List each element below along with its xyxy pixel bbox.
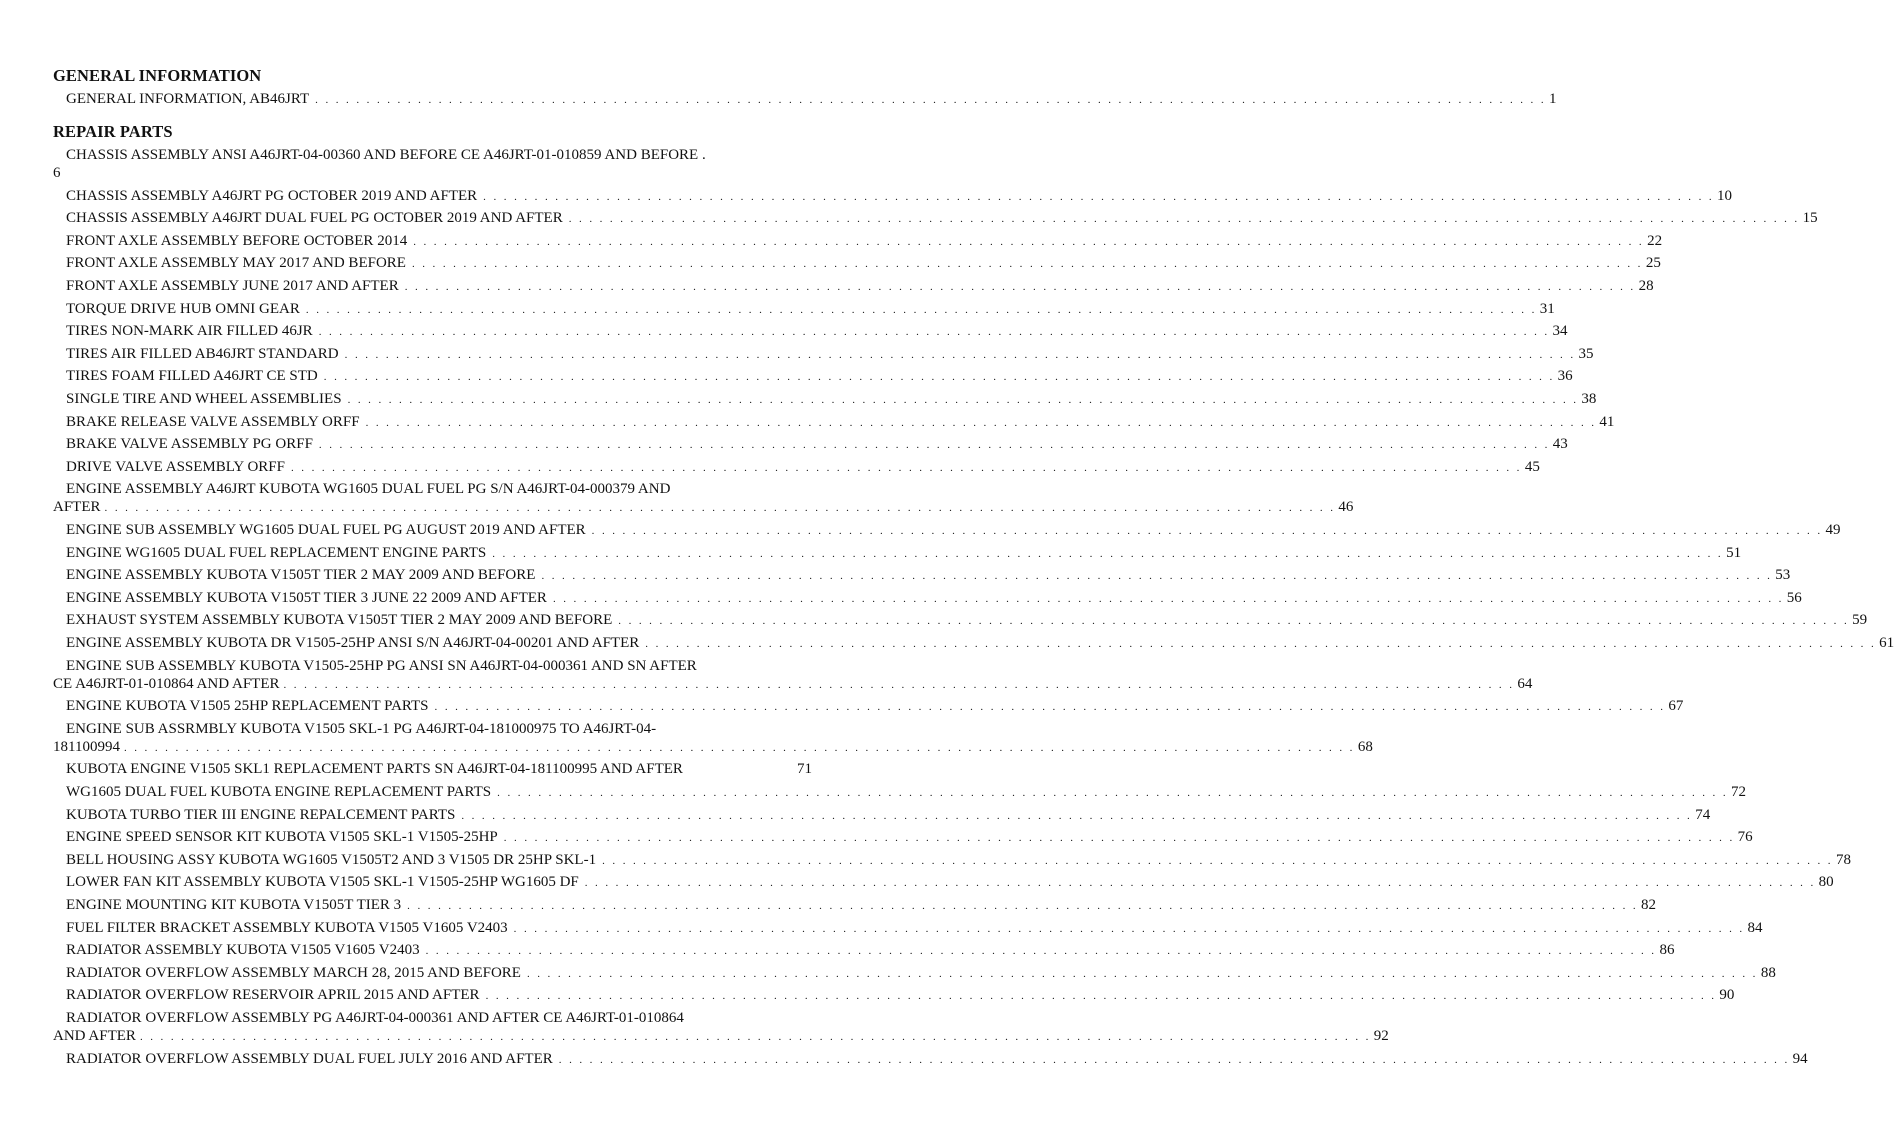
toc-entry-title: ENGINE MOUNTING KIT KUBOTA V1505T TIER 3: [66, 897, 402, 913]
toc-entry-title: KUBOTA TURBO TIER III ENGINE REPALCEMENT PARTS: [66, 806, 456, 823]
dot-leader: . . . . . . . . . . . . . . . . . . . . . . . . . . . . . . . . . . . . . . . . . . . . . . . . . . . . . . . . . . . . . . . . . . . . . . . . . . . . . . . . . . . . . . . . . . . . . . . . . . . . . . . . . . . . . . . . . . . . . . . .: [485, 990, 1717, 1003]
dot-leader: . . . . . . . . . . . . . . . . . . . . . . . . . . . . . . . . . . . . . . . . . . . . . . . . . . . . . . . . . . . . . . . . . . . . . . . . . . . . . . . . . . . . . . . . . . . . . . . . . . . . . . . . . . . . . . . . . . . . . . . .: [318, 439, 1550, 452]
toc-entry-title-continued: 181100994: [53, 738, 120, 755]
toc-entry-page: 22: [1647, 232, 1663, 249]
dot-leader: . . . . . . . . . . . . . . . . . . . . . . . . . . . . . . . . . . . . . . . . . . . . . . . . . . . . . . . . . . . . . . . . . . . . . . . . . . . . . . . . . . . . . . . . . . . . . . . . . . . . . . . . . . . . . . . . . . . . . . . .: [434, 701, 1666, 714]
dot-leader: . . . . . . . . . . . . . . . . . . . . . . . . . . . . . . . . . . . . . . . . . . . . . . . . . . . . . . . . . . . . . . . . . . . . . . . . . . . . . . . . . . . . . . . . . . . . . . . . . . . . . . . . . . . . . . . . . . . . . . . .: [513, 922, 1745, 935]
toc-entry-title: CHASSIS ASSEMBLY A46JRT DUAL FUEL PG OCTOBER 2019 AND AFTER: [66, 210, 563, 227]
dot-leader: . . . . . . . . . . . . . . . . . . . . . . . . . . . . . . . . . . . . . . . . . . . . . . . . . . . . . . . . . . . . . . . . . . . . . . . . . . . . . . . . . . . . . . . . . . . . . . . . . . . . . . . . . . . . . . . . . . . . . . . .: [411, 258, 1643, 271]
dot-leader: . . . . . . . . . . . . . . . . . . . . . . . . . . . . . . . . . . . . . . . . . . . . . . . . . . . . . . . . . . . . . . . . . . . . . . . . . . . . . . . . . . . . . . . . . . . . . . . . . . . . . . . . . . . . . . . . . . . . . . . .: [123, 741, 1355, 754]
toc-entry-page: 6: [53, 165, 61, 181]
toc-entry-page: 10: [1717, 187, 1733, 204]
toc-entry-page: 68: [1357, 738, 1373, 755]
toc-entry-title-continued: AFTER: [53, 499, 101, 516]
toc-entry-title: ENGINE KUBOTA V1505 25HP REPLACEMENT PARTS: [66, 698, 429, 715]
dot-leader: . . . . . . . . . . . . . . . . . . . . . . . . . . . . . . . . . . . . . . . . . . . . . . . . . . . . . . . . . . . . . . . . . . . . . . . . . . . . . . . . . . . . . . . . . . . . . . . . . . . . . . . . . . . . . . . . . . . . . . . .: [483, 190, 1715, 203]
dot-leader: . . . . . . . . . . . . . . . . . . . . . . . . . . . . . . . . . . . . . . . . . . . . . . . . . . . . . . . . . . . . . . . . . . . . . . . . . . . . . . . . . . . . . . . . . . . . . . . . . . . . . . . . . . . . . . . . . . . . . . . .: [584, 877, 1816, 890]
toc-entry-title: RADIATOR OVERFLOW ASSEMBLY MARCH 28, 2015 AND BEFORE: [66, 964, 521, 981]
dot-leader: . . . . . . . . . . . . . . . . . . . . . . . . . . . . . . . . . . . . . . . . . . . . . . . . . . . . . . . . . . . . . . . . . . . . . . . . . . . . . . . . . . . . . . . . . . . . . . . . . . . . . . . . . . . . . . . . . . . . . . . .: [591, 525, 1823, 537]
toc-entry-page: 38: [1581, 391, 1597, 407]
dot-leader: . . . . . . . . . . . . . . . . . . . . . . . . . . . . . . . . . . . . . . . . . . . . . . . . . . . . . . . . . . . . . . . . . . . . . . . . . . . . . . . . . . . . . . . . . . . . . . . . . . . . . . . . . . . . . . . . . . . . . . . .: [602, 854, 1833, 867]
toc-entry-page: 45: [1524, 458, 1540, 475]
toc-entry-page: 80: [1818, 874, 1834, 891]
dot-leader: . . . . . . . . . . . . . . . . . . . . . . . . . . . . . . . . . . . . . . . . . . . . . . . . . . . . . . . . . . . . . . . . . . . . . . . . . . . . . . . . . . . . . . . . . . . . . . . . . . . . . . . . . . . . . . . . . . . . . . . .: [425, 945, 1657, 958]
toc-entry-title: DRIVE VALVE ASSEMBLY ORFF: [66, 458, 285, 475]
dot-leader: . . . . . . . . . . . . . . . . . . . . . . . . . . . . . . . . . . . . . . . . . . . . . . . . . . . . . . . . . . . . . . . . . . . . . . . . . . . . . . . . . . . . . . . . . . . . . . . . . . . . . . . . . . . . . . . . . . . . . . . .: [315, 94, 1546, 106]
toc-entry-page: 90: [1719, 987, 1735, 1004]
toc-entry-title: GENERAL INFORMATION, AB46JRT: [66, 91, 310, 107]
toc-entry-title: BRAKE VALVE ASSEMBLY PG ORFF: [66, 436, 313, 453]
dot-leader: . . . . . . . . . . . . . . . . . . . . . . . . . . . . . . . . . . . . . . . . . . . . . . . . . . . . . . . . . . . . . . . . . . . . . . . . . . . . . . . . . . . . . . . . . . . . . . . . . . . . . . . . . . . . . . . . . . . . . . . .: [461, 809, 1693, 822]
toc-entry-title: TIRES FOAM FILLED A46JRT CE STD: [66, 368, 318, 385]
toc-entry-title: EXHAUST SYSTEM ASSEMBLY KUBOTA V1505T TIER 2 MAY 2009 AND BEFORE: [66, 612, 613, 629]
toc-entry-page: 61: [1879, 635, 1894, 651]
toc-entry-title-continued: AND AFTER: [53, 1028, 136, 1044]
toc-entry-title: FRONT AXLE ASSEMBLY MAY 2017 AND BEFORE: [66, 255, 406, 272]
toc-entry-title: ENGINE SUB ASSEMBLY WG1605 DUAL FUEL PG AUGUST 2019 AND AFTER: [66, 522, 586, 538]
toc-entry-page: 82: [1641, 897, 1657, 913]
dot-leader: . . . . . . . . . . . . . . . . . . . . . . . . . . . . . . . . . . . . . . . . . . . . . . . . . . . . . . . . . . . . . . . . . . . . . . . . . . . . . . . . . . . . . . . . . . . . . . . . . . . . . . . . . . . . . . . . . . . . . . . .: [139, 1031, 1371, 1043]
toc-entry-page: 1: [1549, 91, 1557, 107]
dot-leader: . . . . . . . . . . . . . . . . . . . . . . . . . . . . . . . . . . . . . . . . . . . . . . . . . . . . . . . . . . . . . . . . . . . . . . . . . . . . . . . . . . . . . . . . . . . . . . . . . . . . . . . . . . . . . . . . . . . . . . . .: [541, 570, 1773, 583]
dot-leader: . . . . . . . . . . . . . . . . . . . . . . . . . . . . . . . . . . . . . . . . . . . . . . . . . . . . . . . . . . . . . . . . . . . . . . . . . . . . . . . . . . . . . . . . . . . . . . . . . . . . . . . . . . . . . . . . . . . . . . . .: [283, 678, 1515, 691]
toc-entry-page: 41: [1599, 413, 1615, 430]
dot-leader: . . . . . . . . . . . . . . . . . . . . . . . . . . . . . . . . . . . . . . . . . . . . . . . . . . . . . . . . . . . . . . . . . . . . . . . . . . . . . . . . . . . . . . . . . . . . . . . . . . . . . . . . . . . . . . . . . . . . . . . .: [413, 235, 1645, 248]
toc-entry-page: 59: [1852, 612, 1868, 629]
dot-leader: . . . . . . . . . . . . . . . . . . . . . . . . . . . . . . . . . . . . . . . . . . . . . . . . . . . . . . . . . . . . . . . . . . . . . . . . . . . . . . . . . . . . . . . . . . . . . . . . . . . . . . . . . . . . . . . . . . . . . . . .: [492, 547, 1724, 560]
toc-entry-title: FRONT AXLE ASSEMBLY JUNE 2017 AND AFTER: [66, 278, 399, 294]
toc-entry-page: 74: [1695, 806, 1711, 823]
toc-entry-page: 49: [1825, 522, 1841, 538]
toc-entry-title: ENGINE SPEED SENSOR KIT KUBOTA V1505 SKL-1 V1505-25HP: [66, 829, 498, 846]
toc-entry-title: ENGINE ASSEMBLY KUBOTA V1505T TIER 2 MAY 2009 AND BEFORE: [66, 567, 536, 584]
section-heading: GENERAL INFORMATION: [53, 66, 262, 85]
dot-leader: . . . . . . . . . . . . . . . . . . . . . . . . . . . . . . . . . . . . . . . . . . . . . . . . . . . . . . . . . . . . . . . . . . . . . . . . . . . . . . . . . . . . . . . . . . . . . . . . . . . . . . . . . . . . . . . . . . . . . . . .: [323, 371, 1555, 384]
toc-entry-page: 67: [1668, 698, 1684, 715]
toc-entry-title: TIRES NON-MARK AIR FILLED 46JR: [66, 323, 313, 340]
toc-entry-page: 92: [1373, 1028, 1389, 1044]
toc-entry-title: ENGINE SUB ASSEMBLY KUBOTA V1505-25HP PG ANSI SN A46JRT-04-000361 AND SN AFTER: [66, 657, 697, 674]
dot-leader: . . . . . . . . . . . . . . . . . . . . . . . . . . . . . . . . . . . . . . . . . . . . . . . . . . . . . . . . . . . . . . . . . . . . . . . . . . . . . . . . . . . . . . . . . . . . . . . . . . . . . . . . . . . . . . . . . . . . . . . .: [552, 592, 1784, 605]
toc-entry-title: ENGINE ASSEMBLY KUBOTA V1505T TIER 3 JUNE 22 2009 AND AFTER: [66, 589, 547, 606]
toc-entry-page: 72: [1731, 784, 1746, 800]
toc-entry-page: 88: [1760, 964, 1776, 981]
toc-entry-page: 34: [1552, 323, 1568, 340]
dot-leader: . . . . . . . . . . . . . . . . . . . . . . . . . . . . . . . . . . . . . . . . . . . . . . . . . . . . . . . . . . . . . . . . . . . . . . . . . . . . . . . . . . . . . . . . . . . . . . . . . . . . . . . . . . . . . . . . . . . . . . . .: [290, 461, 1522, 474]
dot-leader: . . . . . . . . . . . . . . . . . . . . . . . . . . . . . . . . . . . . . . . . . . . . . . . . . . . . . . . . . . . . . . . . . . . . . . . . . . . . . . . . . . . . . . . . . . . . . . . . . . . . . . . . . . . . . . . . . . . . . . . .: [526, 967, 1758, 980]
dot-leader: . . . . . . . . . . . . . . . . . . . . . . . . . . . . . . . . . . . . . . . . . . . . . . . . . . . . . . . . . . . . . . . . . . . . . . . . . . . . . . . . . . . . . . . . . . . . . . . . . . . . . . . . . . . . . . . . . . . . . . . .: [407, 900, 1639, 912]
toc-entry-page: 25: [1645, 255, 1661, 272]
dot-leader: . . . . . . . . . . . . . . . . . . . . . . . . . . . . . . . . . . . . . . . . . . . . . . . . . . . . . . . . . . . . . . . . . . . . . . . . . . . . . . . . . . . . . . . . . . . . . . . . . . . . . . . . . . . . . . . . . . . . . . . .: [305, 303, 1537, 316]
toc-entry-page: 51: [1726, 544, 1742, 561]
toc-entry-title: RADIATOR OVERFLOW RESERVOIR APRIL 2015 AND AFTER: [66, 987, 480, 1004]
dot-leader: . . . . . . . . . . . . . . . . . . . . . . . . . . . . . . . . . . . . . . . . . . . . . . . . . . . . . . . . . . . . . . . . . . . . . . . . . . . . . . . . . . . . . . . . . . . . . . . . . . . . . . . . . . . . . . . . . . . . . . . .: [503, 832, 1735, 845]
toc-entry-page: 31: [1539, 300, 1555, 317]
toc-entry-title: TIRES AIR FILLED AB46JRT STANDARD: [66, 345, 339, 362]
dot-leader: . . . . . . . . . . . . . . . . . . . . . . . . . . . . . . . . . . . . . . . . . . . . . . . . . . . . . . . . . . . . . . . . . . . . . . . . . . . . . . . . . . . . . . . . . . . . . . . . . . . . . . . . . . . . . . . . . . . . . . . .: [365, 416, 1597, 429]
section-heading: REPAIR PARTS: [53, 122, 173, 141]
toc-entry-page: 36: [1557, 368, 1573, 385]
toc-entry-title: BELL HOUSING ASSY KUBOTA WG1605 V1505T2 AND 3 V1505 DR 25HP SKL-1: [66, 851, 597, 868]
dot-leader: . . . . . . . . . . . . . . . . . . . . . . . . . . . . . . . . . . . . . . . . . . . . . . . . . . . . . . . . . . . . . . . . . . . . . . . . . . . . . . . . . . . . . . . . . . . . . . . . . . . . . . . . . . . . . . . . . . . . . . . .: [344, 348, 1576, 361]
toc-entry-title: LOWER FAN KIT ASSEMBLY KUBOTA V1505 SKL-1 V1505-25HP WG1605 DF: [66, 874, 579, 891]
toc-entry-title: KUBOTA ENGINE V1505 SKL1 REPLACEMENT PARTS SN A46JRT-04-181100995 AND AFTER: [66, 761, 683, 778]
toc-entry-title: RADIATOR OVERFLOW ASSEMBLY PG A46JRT-04-000361 AND AFTER CE A46JRT-01-010864: [66, 1010, 684, 1026]
dot-leader: . . . . . . . . . . . . . . . . . . . . . . . . . . . . . . . . . . . . . . . . . . . . . . . . . . . . . . . . . . . . . . . . . . . . . . . . . . . . . . . . . . . . . . . . . . . . . . . . . . . . . . . . . . . . . . . . . . . . . . . .: [347, 394, 1579, 406]
toc-entry-title-continued: CE A46JRT-01-010864 AND AFTER: [53, 675, 280, 692]
dot-leader: . . . . . . . . . . . . . . . . . . . . . . . . . . . . . . . . . . . . . . . . . . . . . . . . . . . . . . . . . . . . . . . . . . . . . . . . . . . . . . . . . . . . . . . . . . . . . . . . . . . . . . . . . . . . . . . . . . . . . . . .: [404, 281, 1636, 293]
toc-entry-title: WG1605 DUAL FUEL KUBOTA ENGINE REPLACEMENT PARTS: [66, 784, 492, 800]
dot-leader: . . . . . . . . . . . . . . . . . . . . . . . . . . . . . . . . . . . . . . . . . . . . . . . . . . . . . . . . . . . . . . . . . . . . . . . . . . . . . . . . . . . . . . . . . . . . . . . . . . . . . . . . . . . . . . . . . . . . . . . .: [618, 615, 1850, 628]
dot-leader: . . . . . . . . . . . . . . . . . . . . . . . . . . . . . . . . . . . . . . . . . . . . . . . . . . . . . . . . . . . . . . . . . . . . . . . . . . . . . . . . . . . . . . . . . . . . . . . . . . . . . . . . . . . . . . . . . . . . . . . .: [558, 1053, 1790, 1066]
toc-entry-title: SINGLE TIRE AND WHEEL ASSEMBLIES: [66, 391, 342, 407]
toc-entry-title: CHASSIS ASSEMBLY ANSI A46JRT-04-00360 AND BEFORE CE A46JRT-01-010859 AND BEFORE .: [66, 147, 706, 163]
toc-entry-title: TORQUE DRIVE HUB OMNI GEAR: [66, 300, 300, 317]
toc-entry-title: FUEL FILTER BRACKET ASSEMBLY KUBOTA V1505 V1605 V2403: [66, 919, 508, 936]
toc-entry-page: 78: [1835, 851, 1851, 868]
toc-entry-page: 71: [797, 761, 812, 778]
toc-entry-page: 94: [1792, 1050, 1808, 1067]
toc-entry-title: RADIATOR ASSEMBLY KUBOTA V1505 V1605 V2403: [66, 942, 420, 959]
toc-entry-page: 46: [1338, 499, 1354, 516]
toc-entry-title: ENGINE ASSEMBLY KUBOTA DR V1505-25HP ANSI S/N A46JRT-04-00201 AND AFTER: [66, 635, 640, 651]
toc-entry-page: 53: [1775, 567, 1791, 584]
toc-entry-page: 35: [1578, 345, 1594, 362]
toc-entry-page: 56: [1786, 589, 1802, 606]
dot-leader: . . . . . . . . . . . . . . . . . . . . . . . . . . . . . . . . . . . . . . . . . . . . . . . . . . . . . . . . . . . . . . . . . . . . . . . . . . . . . . . . . . . . . . . . . . . . . . . . . . . . . . . . . . . . . . . . . . . . . . . .: [497, 787, 1728, 799]
toc-entry-page: 15: [1802, 210, 1818, 227]
toc-entry-page: 43: [1552, 436, 1568, 453]
toc-entry-title: ENGINE WG1605 DUAL FUEL REPLACEMENT ENGINE PARTS: [66, 544, 487, 561]
toc-entry-title: CHASSIS ASSEMBLY A46JRT PG OCTOBER 2019 AND AFTER: [66, 187, 478, 204]
dot-leader: . . . . . . . . . . . . . . . . . . . . . . . . . . . . . . . . . . . . . . . . . . . . . . . . . . . . . . . . . . . . . . . . . . . . . . . . . . . . . . . . . . . . . . . . . . . . . . . . . . . . . . . . . . . . . . . . . . . . . . . .: [645, 638, 1877, 650]
toc-entry-page: 86: [1659, 942, 1675, 959]
toc-entry-title: BRAKE RELEASE VALVE ASSEMBLY ORFF: [66, 413, 360, 430]
dot-leader: . . . . . . . . . . . . . . . . . . . . . . . . . . . . . . . . . . . . . . . . . . . . . . . . . . . . . . . . . . . . . . . . . . . . . . . . . . . . . . . . . . . . . . . . . . . . . . . . . . . . . . . . . . . . . . . . . . . . . . . .: [568, 213, 1800, 226]
toc-entry-page: 28: [1638, 278, 1654, 294]
toc-entry-page: 84: [1747, 919, 1763, 936]
toc-entry-title: ENGINE ASSEMBLY A46JRT KUBOTA WG1605 DUAL FUEL PG S/N A46JRT-04-000379 AND: [66, 481, 671, 498]
toc-entry-page: 76: [1737, 829, 1753, 846]
dot-leader: . . . . . . . . . . . . . . . . . . . . . . . . . . . . . . . . . . . . . . . . . . . . . . . . . . . . . . . . . . . . . . . . . . . . . . . . . . . . . . . . . . . . . . . . . . . . . . . . . . . . . . . . . . . . . . . . . . . . . . . .: [318, 326, 1550, 339]
toc-entry-title: FRONT AXLE ASSEMBLY BEFORE OCTOBER 2014: [66, 232, 408, 249]
dot-leader: . . . . . . . . . . . . . . . . . . . . . . . . . . . . . . . . . . . . . . . . . . . . . . . . . . . . . . . . . . . . . . . . . . . . . . . . . . . . . . . . . . . . . . . . . . . . . . . . . . . . . . . . . . . . . . . . . . . . . . . .: [104, 502, 1336, 515]
toc-entry-title: ENGINE SUB ASSRMBLY KUBOTA V1505 SKL-1 PG A46JRT-04-181000975 TO A46JRT-04-: [66, 720, 657, 737]
toc-entry-title: RADIATOR OVERFLOW ASSEMBLY DUAL FUEL JULY 2016 AND AFTER: [66, 1050, 553, 1067]
toc-entry-page: 64: [1517, 675, 1533, 692]
